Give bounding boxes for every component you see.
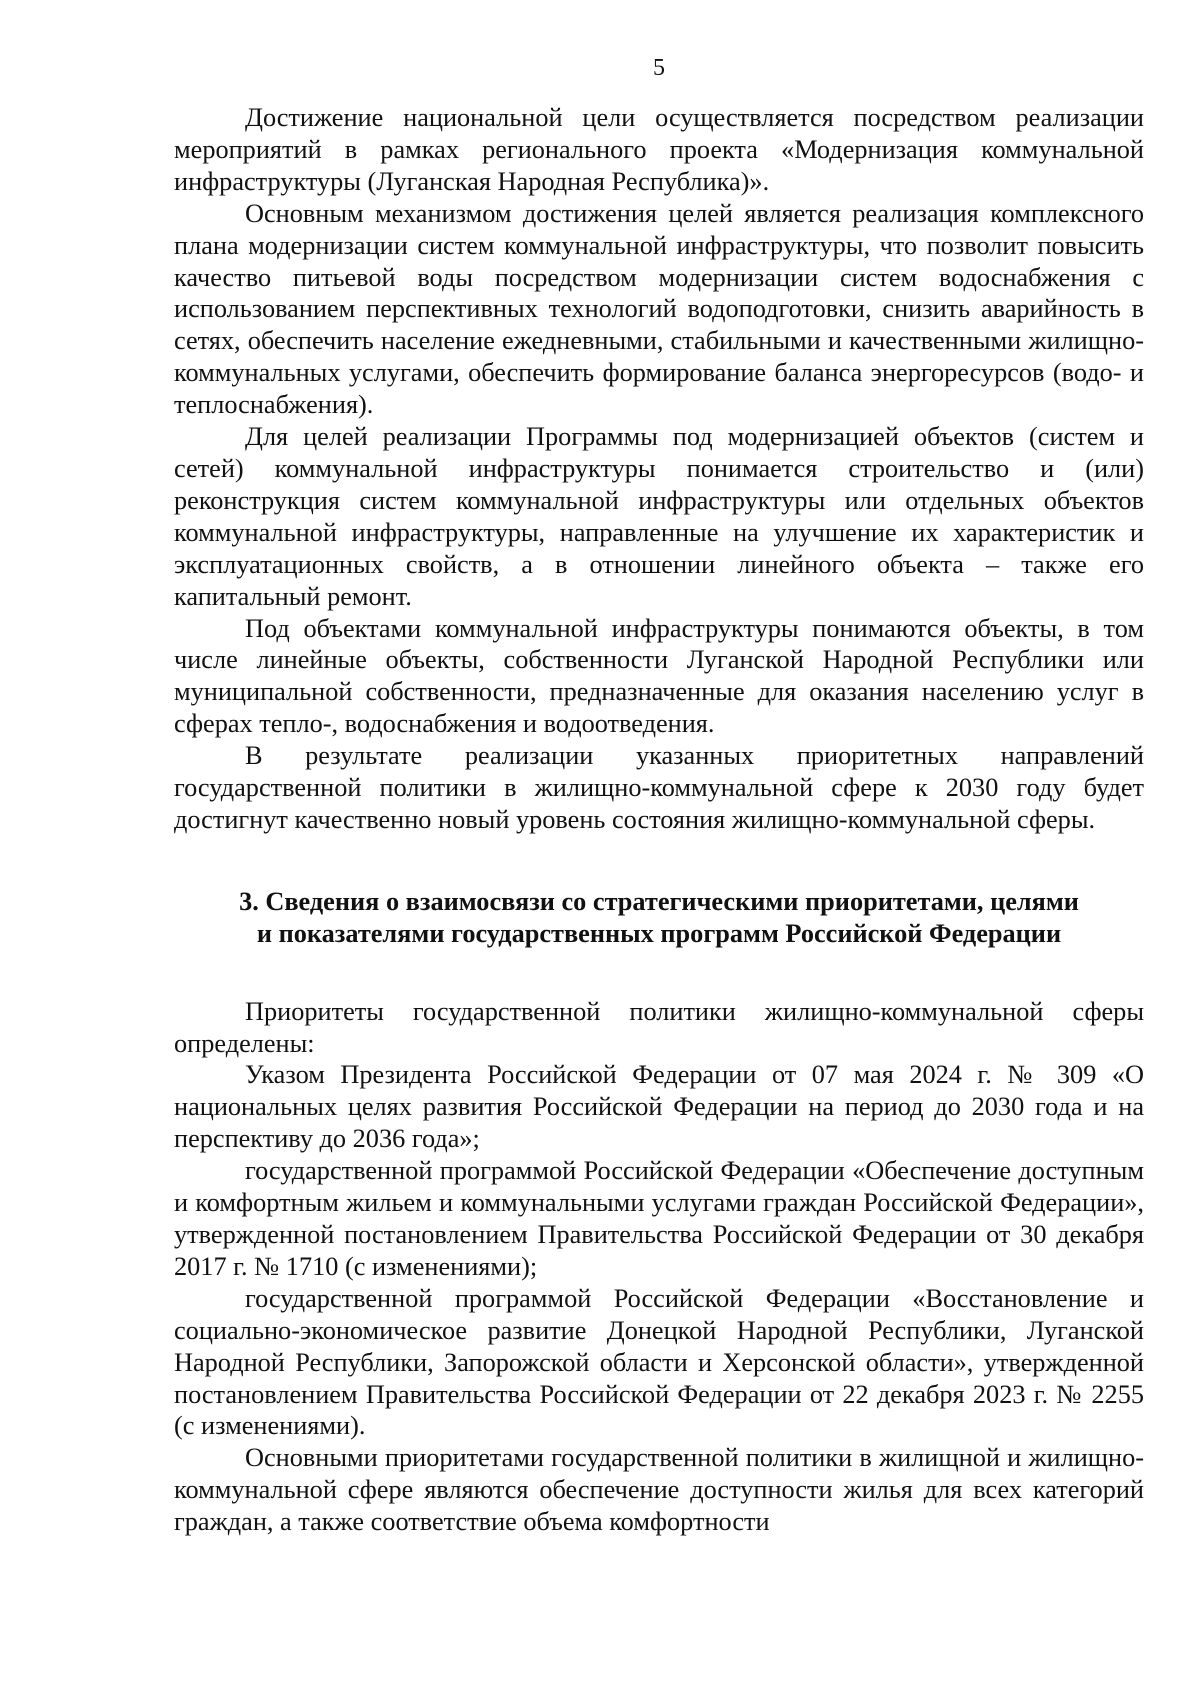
page-number: 5 [653, 55, 665, 81]
paragraph-national-goal: Достижение национальной цели осуществляется посредством реализации мероприятий в рамках регионального проекта «Модернизация коммунальной инфраструктуры (Луганская Народная Республика)». [174, 103, 1144, 196]
paragraph-main-mechanism: Основным механизмом достижения целей является реализация комплексного плана модернизации систем коммунальной инфраструктуры, что позволит повысить качество питьевой воды посредством модернизации систем водоснабжения с использованием перспективных технологий водоподготовки, снизить аварийность в сетях, обеспечить население ежедневными, стабильными и качественными жилищно-коммунальных услугами, обеспечить формирование баланса энергоресурсов (водо- и теплоснабжения). [174, 198, 1144, 420]
paragraph-result-2030: В результате реализации указанных приоритетных направлений государственной политики в жилищно-коммунальной сфере к 2030 году будет достигнут качественно новый уровень состояния жилищно-коммунальной сферы. [174, 741, 1144, 834]
section-heading [174, 886, 1144, 950]
paragraph-program-restoration: государственной программой Российской Федерации «Восстановление и социально-экономическое развитие Донецкой Народной Республики, Луганской Народной Республики, Запорожской области и Херсонской области», утвержденной постановлением Правительства Российской Федерации от 22 декабря 2023 г. № 2255 (с изменениями). [174, 1283, 1144, 1441]
document-page [174, 52, 1144, 1538]
paragraph-infrastructure-objects: Под объектами коммунальной инфраструктуры понимаются объекты, в том числе линейные объекты, собственности Луганской Народной Республики или муниципальной собственности, предназначенные для оказания населению услуг в сферах тепло-, водоснабжения и водоотведения. [174, 613, 1144, 739]
paragraph-main-priorities: Основными приоритетами государственной политики в жилищной и жилищно-коммунальной сфере являются обеспечение доступности жилья для всех категорий граждан, а также соответствие объема комфортности [174, 1443, 1144, 1537]
section-heading-line-2: и показателями государственных программ Российской Федерации [256, 918, 1062, 948]
paragraph-presidential-decree: Указом Президента Российской Федерации от 07 мая 2024 г. № 309 «О национальных целях развития Российской Федерации на период до 2030 года и на перспективу до 2036 года»; [174, 1060, 1144, 1154]
section-heading-line-1: 3. Сведения о взаимосвязи со стратегическими приоритетами, целями [239, 886, 1079, 916]
paragraph-modernization-definition: Для целей реализации Программы под модернизацией объектов (систем и сетей) коммунальной инфраструктуры понимается строительство и (или) реконструкция систем коммунальной инфраструктуры или отдельных объектов коммунальной инфраструктуры, направленные на улучшение их характеристик и эксплуатационных свойств, а в отношении линейного объекта – также его капитальный ремонт. [174, 422, 1144, 611]
paragraph-priorities: Приоритеты государственной политики жилищно-коммунальной сферы определены: [174, 996, 1144, 1058]
paragraph-program-housing: государственной программой Российской Федерации «Обеспечение доступным и комфортным жильем и коммунальными услугами граждан Российской Федерации», утвержденной постановлением Правительства Российской Федерации от 30 декабря 2017 г. № 1710 (с изменениями); [174, 1156, 1144, 1281]
